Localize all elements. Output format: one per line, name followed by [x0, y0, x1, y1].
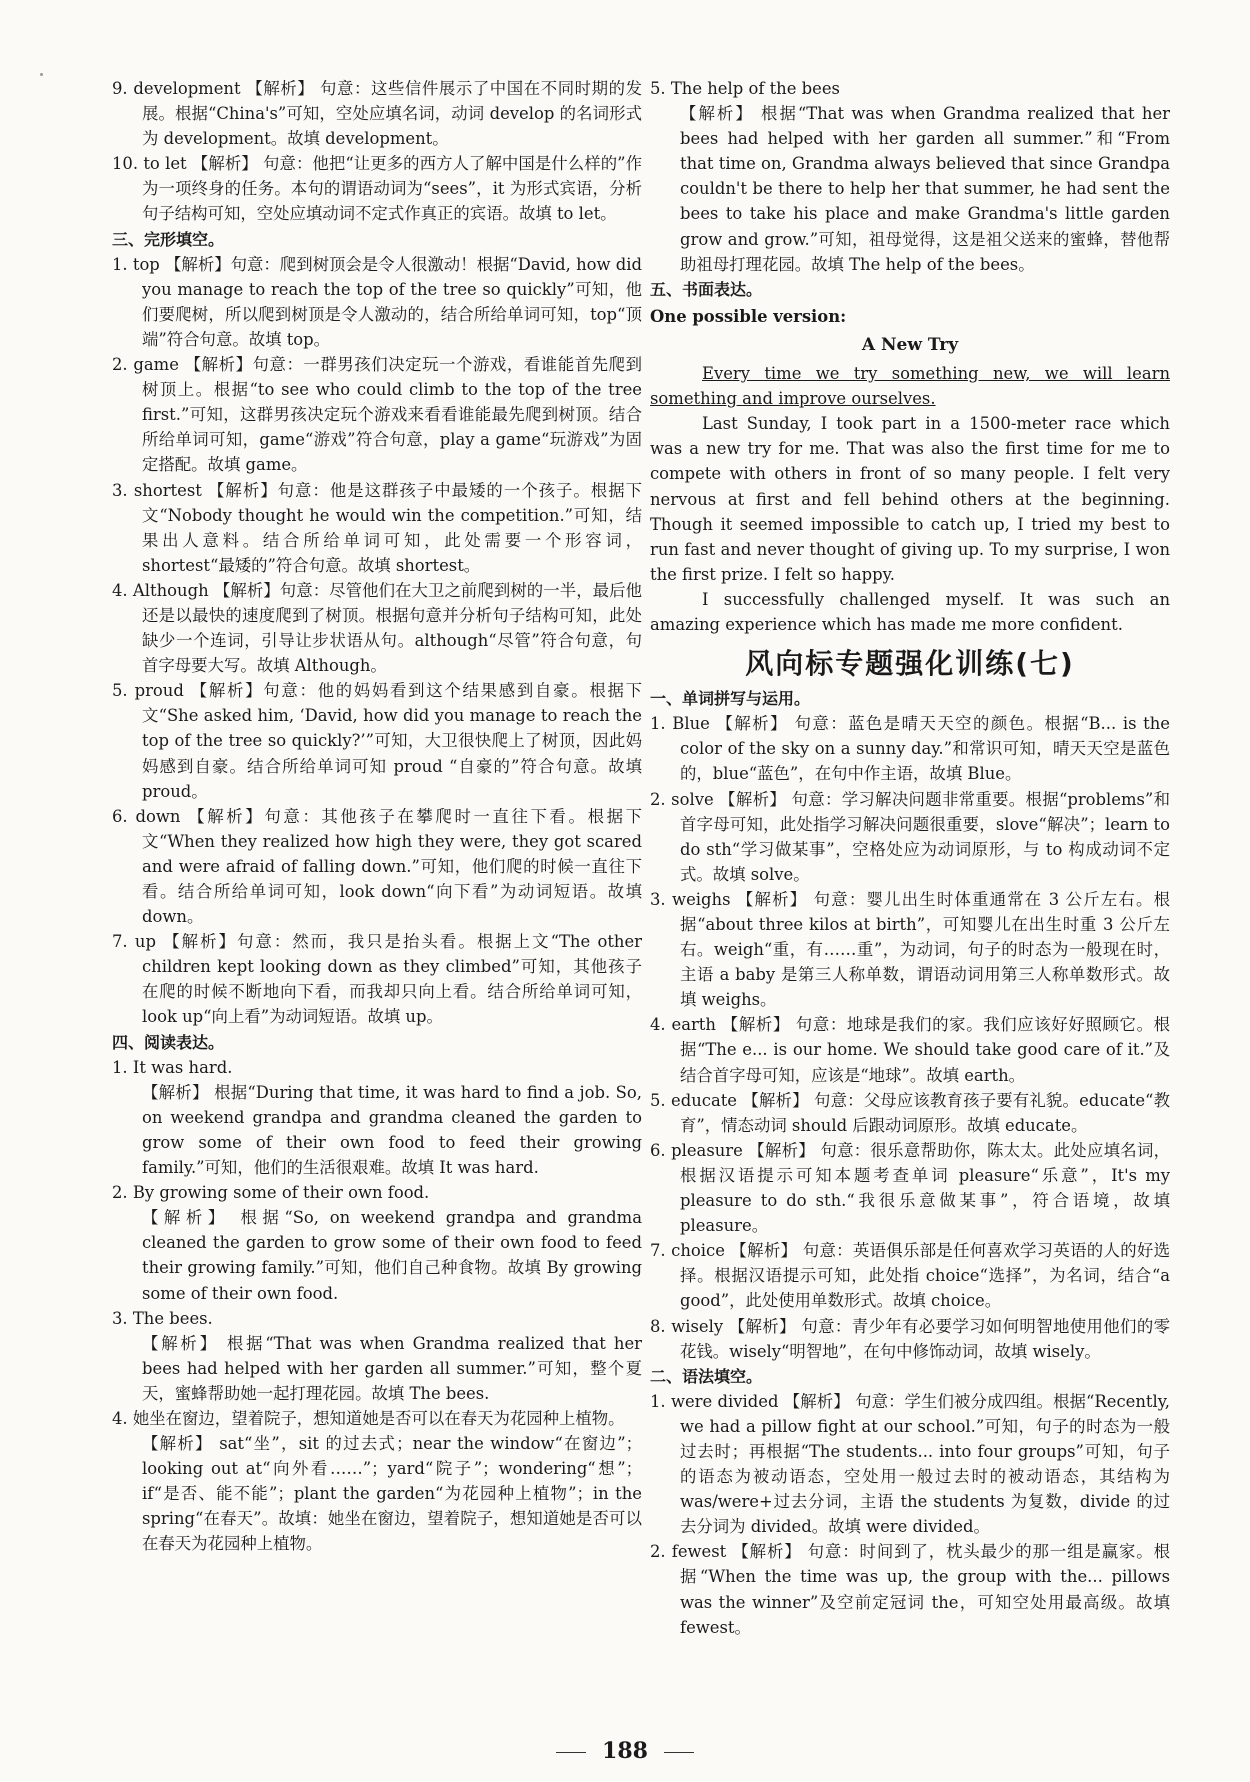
essay-title: A New Try: [861, 334, 959, 355]
page-number: 188: [602, 1738, 648, 1764]
section-label: 二、语法填空。: [650, 1366, 763, 1386]
answer-item: 5. The help of the bees: [650, 79, 840, 98]
explanation: 【解析】 根据“During that time, it was hard to find a job. So, on weekend grandpa and grandma cleaned the garden to grow some of their own food to feed their growing family.”可知，他们的生活很艰难。故填 It was hard.: [142, 1082, 642, 1178]
answer-item: 2. game 【解析】句意：一群男孩们决定玩一个游戏，看谁能首先爬到树顶上。根据“to see who could climb to the top of the tree first.”可知，这群男孩决定玩个游戏来看看谁能最先爬到树顶。结合所给单词可知，game“游戏”符合句意，play a game“玩游戏”为固定搭配。故填 game。: [112, 355, 642, 475]
answer-item: 8. wisely 【解析】 句意：青少年有必要学习如何明智地使用他们的零花钱。wisely“明智地”，在句中修饰动词，故填 wisely。: [650, 1316, 1170, 1361]
answer-item: 4. Although 【解析】句意：尽管他们在大卫之前爬到树的一半，最后他还是以最快的速度爬到了树顶。根据句意并分析句子结构可知，此处缺少一个连词，引导让步状语从句。although“尽管”符合句意，句首字母要大写。故填 Although。: [112, 580, 642, 676]
explanation: 【解析】 根据“That was when Grandma realized that her bees had helped with her garden all summer.”可知，整个夏天，蜜蜂帮助她一起打理花园。故填 The bees.: [142, 1333, 642, 1403]
essay-paragraph-2: Last Sunday, I took part in a 1500-meter race which was a new try for me. That was also the first time for me to compete with others in front of so many people. I felt very nervous at first and fell behind others at the beginning. Though it seemed impossible to catch up, I tried my best to run fast and never thought of giving up. To my surprise, I won the first prize. I felt so happy.: [650, 414, 1170, 584]
section-label: 三、完形填空。: [112, 229, 225, 249]
answer-item: 3. shortest 【解析】句意：他是这群孩子中最矮的一个孩子。根据下文“Nobody thought he would win the competition.”可知，结果出人意料。结合所给单词可知，此处需要一个形容词，shortest“最矮的”符合句意。故填 shortest。: [112, 480, 642, 575]
answer-item: 3. weighs 【解析】 句意：婴儿出生时体重通常在 3 公斤左右。根据“about three kilos at birth”，可知婴儿在出生时重 3 公斤左右。weigh“重，有……重”，为动词，句子的时态为一般现在时，主语 a baby 是第三人称单数，谓语动词用第三人称单数形式。故填 weighs。: [650, 889, 1170, 1010]
sample-essay: [650, 304, 1170, 637]
left-column: [112, 76, 642, 1557]
scan-speck: [40, 73, 43, 76]
section-label: 五、书面表达。: [650, 279, 763, 299]
right-column: [650, 76, 1170, 1640]
essay-label: One possible version:: [650, 306, 847, 326]
answer-item: 4. earth 【解析】 句意：地球是我们的家。我们应该好好照顾它。根据“The e... is our home. We should take good care of it.”及结合首字母可知，应该是“地球”。故填 earth。: [650, 1015, 1170, 1085]
essay-paragraph-1: Every time we try something new, we will learn something and improve ourselves.: [650, 364, 1170, 409]
answer-item: 1. top 【解析】句意：爬到树顶会是令人很激动！根据“David, how did you manage to reach the top of the tree so quickly”可知，他们要爬树，所以爬到树顶是令人激动的，结合所给单词可知，top“顶端”符合句意。故填 top。: [112, 254, 642, 349]
essay-paragraph-3: I successfully challenged myself. It was such an amazing experience which has made me more confident.: [650, 589, 1170, 634]
answer-item: 7. up 【解析】句意：然而，我只是抬头看。根据上文“The other children kept looking down as they climbed”可知，其他孩子在爬的时候不断地向下看，而我却只向上看。结合所给单词可知，look up“向上看”为动词短语。故填 up。: [112, 932, 642, 1027]
answer-item: 6. pleasure 【解析】 句意：很乐意帮助你，陈太太。此处应填名词，根据汉语提示可知本题考查单词 pleasure“乐意”，It's my pleasure to do sth.“我很乐意做某事”，符合语境，故填 pleasure。: [650, 1140, 1170, 1236]
answer-item: 1. were divided 【解析】 句意：学生们被分成四组。根据“Recently, we had a pillow fight at our school.”可知，句子的时态为一般过去时；再根据“The students... into four groups”可知，句子的语态为被动语态，空处用一般过去时的被动语态，其结构为 was/were+过去分词，主语 the students 为复数，divide 的过去分词为 divided。故填 were divided。: [650, 1391, 1170, 1537]
page-footer: [0, 1738, 1250, 1764]
answer-item: 1. It was hard.: [112, 1057, 233, 1077]
section-label: 四、阅读表达。: [112, 1032, 225, 1052]
answer-item: 5. educate 【解析】 句意：父母应该教育孩子要有礼貌。educate“教育”，情态动词 should 后跟动词原形。故填 educate。: [650, 1090, 1170, 1135]
answer-item: 10. to let 【解析】 句意：他把“让更多的西方人了解中国是什么样的”作为一项终身的任务。本句的谓语动词为“sees”，it 为形式宾语，分析句子结构可知，空处应填动词不定式作真正的宾语。故填 to let。: [112, 154, 642, 224]
footer-rule-right: [664, 1752, 694, 1753]
answer-item: 2. solve 【解析】 句意：学习解决问题非常重要。根据“problems”和首字母可知，此处指学习解决问题很重要，slove“解决”；learn to do sth“学习做某事”，空格处应为动词原形，与 to 构成动词不定式。故填 solve。: [650, 789, 1170, 884]
footer-rule-left: [556, 1752, 586, 1753]
answer-item: 3. The bees.: [112, 1308, 213, 1328]
answer-item: 2. By growing some of their own food.: [112, 1183, 430, 1203]
answer-item: 6. down 【解析】句意：其他孩子在攀爬时一直往下看。根据下文“When they realized how high they were, they got scared and were afraid of falling down.”可知，他们爬的时候一直往下看。结合所给单词可知，look down“向下看”为动词短语。故填 down。: [112, 806, 642, 927]
section-heading: 风向标专题强化训练(七): [745, 647, 1075, 681]
answer-item: 7. choice 【解析】 句意：英语俱乐部是任何喜欢学习英语的人的好选择。根据汉语提示可知，此处指 choice“选择”，为名词，结合“a good”，此处使用单数形式。故填 choice。: [650, 1241, 1170, 1311]
explanation: 【解析】 sat“坐”，sit 的过去式；near the window“在窗边”；looking out at“向外看……”；yard“院子”；wondering“想”；if“是否、能不能”；plant the garden“为花园种上植物”；in the spring“在春天”。故填：她坐在窗边，望着院子，想知道她是否可以在春天为花园种上植物。: [142, 1434, 642, 1554]
answer-item: 9. development 【解析】 句意：这些信件展示了中国在不同时期的发展。根据“China's”可知，空处应填名词，动词 develop 的名词形式为 development。故填 development。: [112, 79, 642, 149]
explanation: 【解析】 根据“That was when Grandma realized that her bees had helped with her garden all summer.”和“From that time on, Grandma always believed that since Grandpa couldn't be there to help her that summer, he had sent the bees to take his place and make Grandma's little garden grow and grow.”可知，祖母觉得，这是祖父送来的蜜蜂，替他帮助祖母打理花园。故填 The help of the bees。: [680, 104, 1170, 274]
answer-item: 1. Blue 【解析】 句意：蓝色是晴天天空的颜色。根据“B... is the color of the sky on a sunny day.”和常识可知，晴天天空是蓝色的，blue“蓝色”，在句中作主语，故填 Blue。: [650, 714, 1170, 784]
training-answers: [650, 686, 1170, 1640]
section-label: 一、单词拼写与运用。: [650, 689, 811, 709]
answers-continued: [650, 76, 1170, 302]
answer-item: 5. proud 【解析】句意：他的妈妈看到这个结果感到自豪。根据下文“She asked him, ‘David, how did you manage to reach the top of the tree so quickly?’”可知，大卫很快爬上了树顶，因此妈妈感到自豪。结合所给单词可知 proud “自豪的”符合句意。故填 proud。: [112, 681, 642, 801]
answer-item: 4. 她坐在窗边，望着院子，想知道她是否可以在春天为花园种上植物。: [112, 1408, 625, 1428]
explanation: 【解析】 根据“So, on weekend grandpa and grandma cleaned the garden to grow some of their own food to feed their growing family.”可知，他们自己种食物。故填 By growing some of their own food.: [142, 1208, 642, 1303]
answer-item: 2. fewest 【解析】 句意：时间到了，枕头最少的那一组是赢家。根据“When the time was up, the group with the... pillows was the winner”及空前定冠词 the，可知空处用最高级。故填 fewest。: [650, 1542, 1170, 1637]
